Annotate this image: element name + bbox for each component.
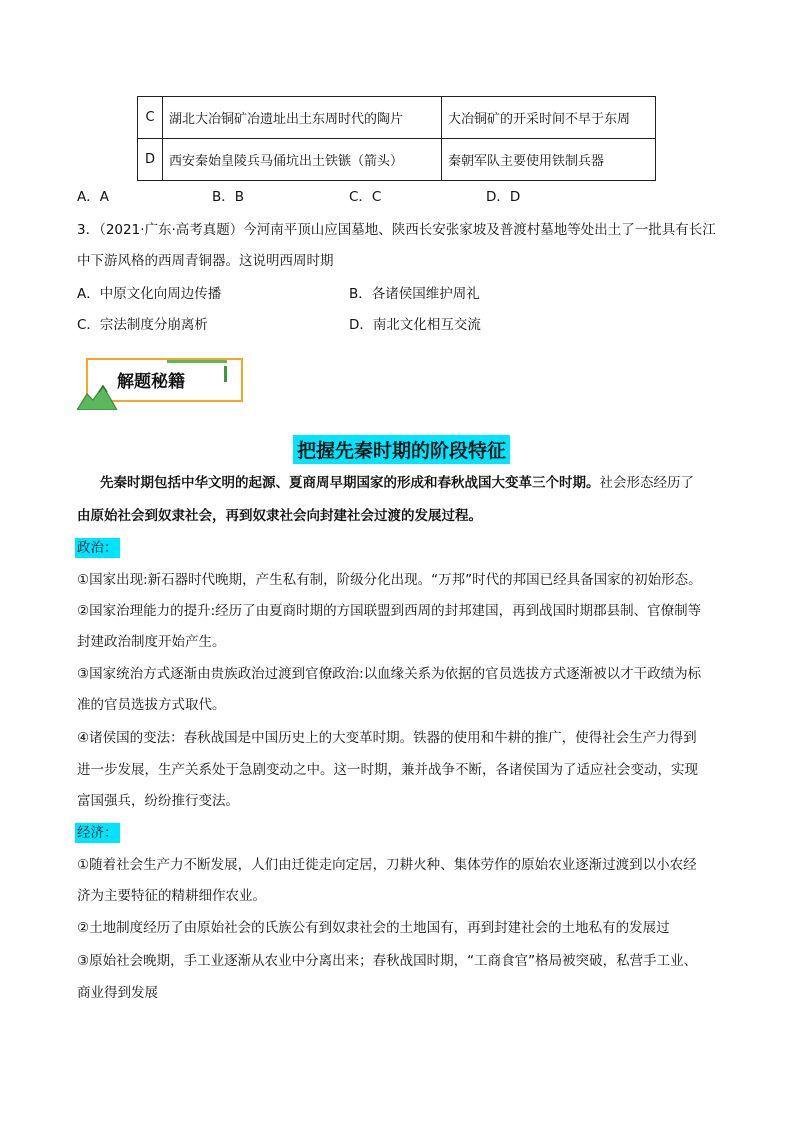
politics-line: 准的官员选拔方式取代。 <box>77 697 226 713</box>
table-row <box>138 139 656 181</box>
row-item: 西安秦始皇陵兵马俑坑出土铁镞（箭头） <box>163 139 442 181</box>
mountain-icon <box>77 382 121 410</box>
intro-line2: 由原始社会到奴隶社会，再到奴隶社会向封建社会过渡的发展过程。 <box>77 508 482 524</box>
politics-line: 进一步发展，生产关系处于急剧变动之中。这一时期，兼并战争不断，各诸侯国为了适应社会变动，实现 <box>77 762 698 778</box>
row-item: 湖北大冶铜矿冶遗址出土东周时代的陶片 <box>163 97 442 139</box>
banner-title: 解题秘籍 <box>117 372 185 392</box>
q3-stem-line2: 中下游风格的西周青铜器。这说明西周时期 <box>77 253 334 269</box>
politics-line: ③国家统治方式逐渐由贵族政治过渡到官僚政治:以血缘关系为依据的官员选拔方式逐渐被以才干政绩为标 <box>77 666 702 682</box>
economy-label: 经济： <box>77 825 118 841</box>
q2-option-c: C．C <box>349 189 382 205</box>
table-row <box>138 97 656 139</box>
q2-option-b: B．B <box>212 189 245 205</box>
economy-line: ③原始社会晚期，手工业逐渐从农业中分离出来；春秋战国时期，“工商食官”格局被突破，私营手工业、 <box>77 953 698 969</box>
economy-line: 济为主要特征的精耕细作农业。 <box>77 888 266 904</box>
politics-line: 封建政治制度开始产生。 <box>77 634 226 650</box>
q3-option-a: A．中原文化向周边传播 <box>77 286 222 302</box>
economy-line: ①随着社会生产力不断发展，人们由迁徙走向定居，刀耕火种、集体劳作的原始农业逐渐过渡到以小农经 <box>77 857 697 873</box>
economy-line: 商业得到发展 <box>77 985 158 1001</box>
politics-line: ④诸侯国的变法：春秋战国是中国历史上的大变革时期。铁器的使用和牛耕的推广，使得社会生产力得到 <box>77 730 697 746</box>
economy-line: ②土地制度经历了由原始社会的氏族公有到奴隶社会的土地国有，再到封建社会的土地私有的发展过 <box>77 920 670 936</box>
question-table <box>137 96 656 181</box>
row-conclusion: 秦朝军队主要使用铁制兵器 <box>442 139 656 181</box>
row-key: D <box>138 139 163 181</box>
intro-bold: 先秦时期包括中华文明的起源、夏商周早期国家的形成和春秋战国大变革三个时期。 <box>100 475 600 491</box>
banner-accent-bar <box>167 360 227 363</box>
intro-rest: 社会形态经历了 <box>599 475 694 491</box>
politics-line: 富国强兵，纷纷推行变法。 <box>77 793 239 809</box>
q2-option-d: D．D <box>486 189 521 205</box>
q3-option-c: C．宗法制度分崩离析 <box>77 317 208 333</box>
row-conclusion: 大冶铜矿的开采时间不早于东周 <box>442 97 656 139</box>
q3-option-d: D．南北文化相互交流 <box>349 317 481 333</box>
politics-line: ②国家治理能力的提升:经历了由夏商时期的方国联盟到西周的封邦建国，再到战国时期郡县制、官僚制等 <box>77 603 702 619</box>
row-key: C <box>138 97 163 139</box>
politics-line: ①国家出现:新石器时代晚期，产生私有制，阶级分化出现。“万邦”时代的邦国已经具备国家的初始形态。 <box>77 572 702 588</box>
banner-accent-tick <box>224 366 227 382</box>
q3-option-b: B．各诸侯国维护周礼 <box>349 286 480 302</box>
q3-stem-line1: 3．（2021·广东·高考真题）今河南平顶山应国墓地、陕西长安张家坡及普渡村墓地等处出土了一批具有长江 <box>77 222 716 238</box>
intro-line1 <box>100 473 694 493</box>
tips-banner <box>77 358 247 410</box>
section-heading: 把握先秦时期的阶段特征 <box>293 435 510 464</box>
politics-label: 政治： <box>77 540 118 556</box>
q2-option-a: A．A <box>77 189 109 205</box>
